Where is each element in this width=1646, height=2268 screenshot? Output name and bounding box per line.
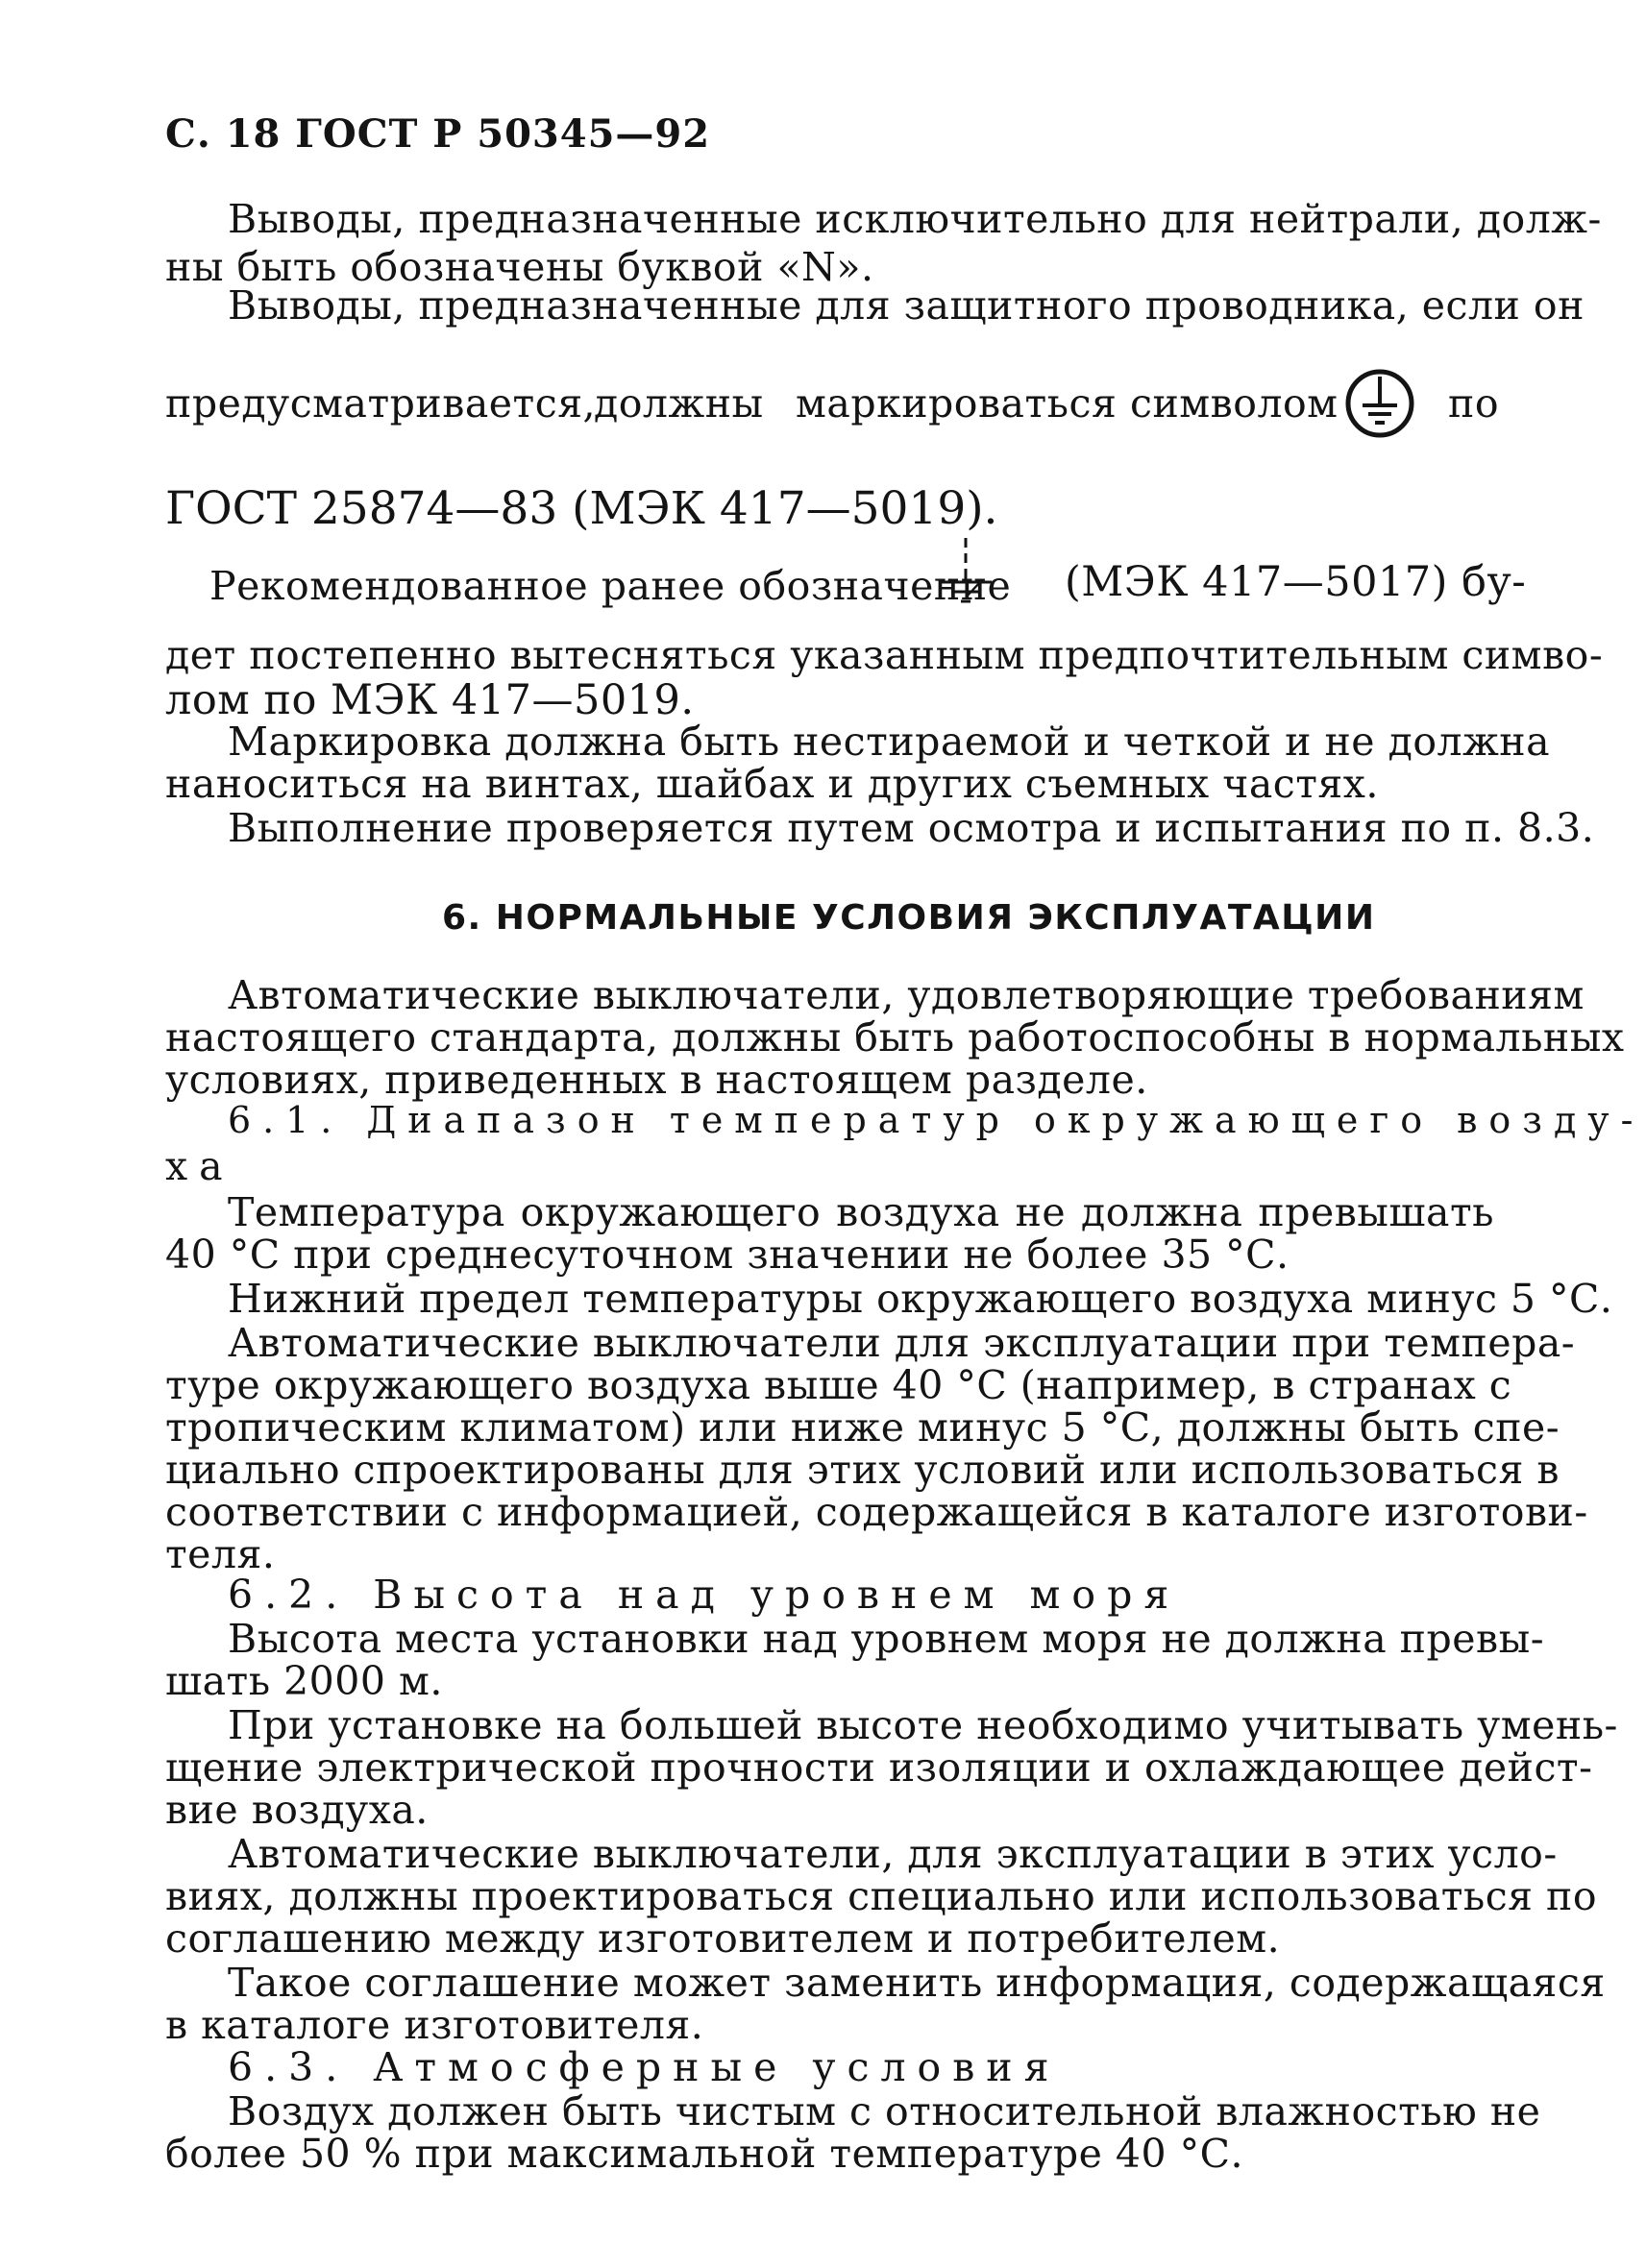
text-line: (МЭК 417—5017) бу-	[1065, 558, 1527, 606]
text-line: соглашению между изготовителем и потребителем.	[165, 1915, 1281, 1962]
text-line: Выполнение проверяется путем осмотра и испытания по п. 8.3.	[228, 805, 1595, 851]
text-line: Выводы, предназначенные для защитного проводника, если он	[228, 282, 1585, 329]
text-line: настоящего стандарта, должны быть работоспособны в нормальных	[165, 1014, 1625, 1061]
subsection-heading: ха	[165, 1143, 234, 1189]
text-line: шать 2000 м.	[165, 1658, 443, 1704]
text-line: циально спроектированы для этих условий или использоваться в	[165, 1447, 1560, 1493]
text-line: по	[1448, 380, 1500, 427]
text-line: Такое соглашение может заменить информация, содержащаяся	[228, 1960, 1606, 2006]
section-title: 6. НОРМАЛЬНЫЕ УСЛОВИЯ ЭКСПЛУАТАЦИИ	[442, 898, 1376, 938]
text-line: Нижний предел температуры окружающего воздуха минус 5 °С.	[228, 1276, 1613, 1322]
text-line: тропическим климатом) или ниже минус 5 °С, должны быть спе-	[165, 1404, 1560, 1451]
text-line: Температура окружающего воздуха не должна превышать	[228, 1189, 1494, 1235]
text-line: Автоматические выключатели, для эксплуатации в этих усло-	[228, 1831, 1558, 1877]
text-line: виях, должны проектироваться специально или использоваться по	[165, 1873, 1598, 1919]
text-line: щение электрической прочности изоляции и охлаждающее дейст-	[165, 1744, 1593, 1791]
text-line: лом по МЭК 417—5019.	[165, 676, 695, 724]
protective-earth-circle-icon	[1334, 357, 1426, 450]
text-line: туре окружающего воздуха выше 40 °С (например, в странах с	[165, 1362, 1512, 1408]
subsection-heading: 6.1. Диапазон температур окружающего возду-	[228, 1099, 1645, 1141]
subsection-heading: 6.3. Атмосферные условия	[228, 2044, 1061, 2090]
text-line: теля.	[165, 1531, 276, 1577]
text-line: ГОСТ 25874—83 (МЭК 417—5019).	[165, 482, 998, 535]
text-line: дет постепенно вытесняться указанным предпочтительным симво-	[165, 632, 1604, 678]
text-line: Высота места установки над уровнем моря не должна превы-	[228, 1616, 1545, 1662]
text-line: Рекомендованное ранее обозначение	[209, 563, 1012, 609]
text-line: маркироваться	[796, 380, 1118, 427]
text-line: условиях, приведенных в настоящем разделе.	[165, 1057, 1148, 1103]
text-line: вие воздуха.	[165, 1787, 429, 1833]
text-line: Автоматические выключатели, удовлетворяющие требованиям	[228, 972, 1585, 1018]
text-line: При установке на большей высоте необходимо учитывать умень-	[228, 1702, 1618, 1748]
text-line: более 50 % при максимальной температуре 40 °С.	[165, 2131, 1243, 2177]
text-line: Воздух должен быть чистым с относительной влажностью не	[228, 2088, 1541, 2134]
earth-ground-icon	[932, 534, 999, 621]
text-line: предусматривается,	[165, 380, 597, 427]
page-header: С. 18 ГОСТ Р 50345—92	[165, 111, 711, 157]
text-line: должны	[594, 380, 764, 427]
text-line: символом	[1130, 380, 1339, 427]
text-line: Автоматические выключатели для эксплуатации при темпера-	[228, 1320, 1576, 1366]
text-line: наноситься на винтах, шайбах и других съемных частях.	[165, 761, 1379, 807]
text-line: Маркировка должна быть нестираемой и четкой и не должна	[228, 719, 1551, 765]
text-line: в каталоге изготовителя.	[165, 2002, 704, 2048]
subsection-heading: 6.2. Высота над уровнем моря	[228, 1572, 1181, 1618]
text-line: 40 °С при среднесуточном значении не более 35 °С.	[165, 1232, 1290, 1278]
text-line: Выводы, предназначенные исключительно для нейтрали, долж-	[228, 196, 1602, 242]
text-line: ны быть обозначены буквой «N».	[165, 244, 874, 290]
text-line: соответствии с информацией, содержащейся в каталоге изготови-	[165, 1489, 1588, 1535]
